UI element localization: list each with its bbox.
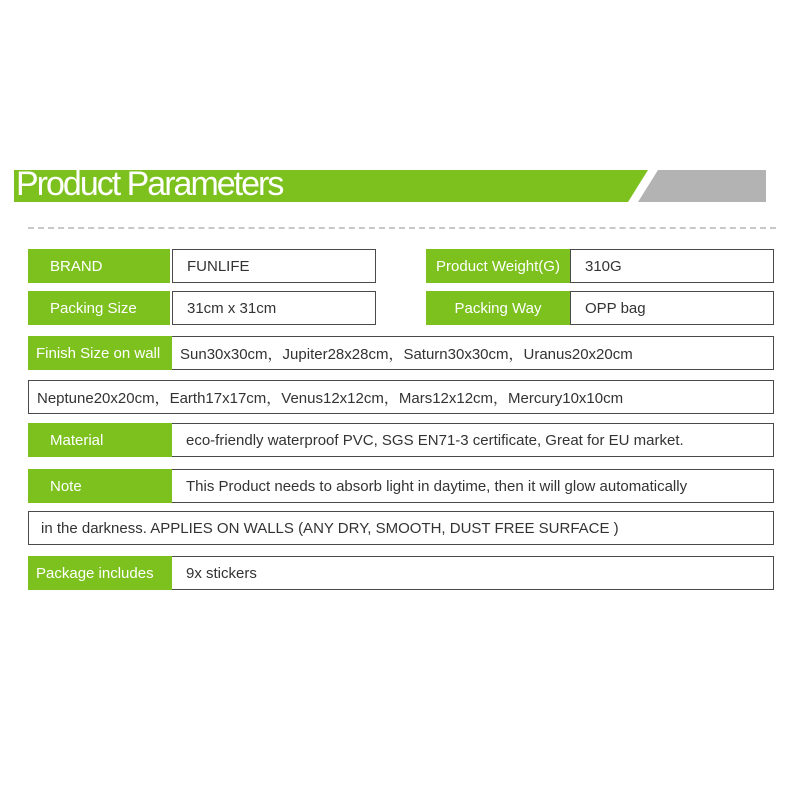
- section-header: [14, 165, 766, 203]
- brand-label: BRAND: [28, 249, 170, 283]
- packing-size-label: Packing Size: [28, 291, 170, 325]
- finish-size-value-line1: Sun30x30cm，Jupiter28x28cm，Saturn30x30cm，Uranus20x20cm: [172, 336, 774, 370]
- note-value-line1: This Product needs to absorb light in daytime, then it will glow automatically: [172, 469, 774, 503]
- weight-value: 310G: [570, 249, 774, 283]
- packing-way-value: OPP bag: [570, 291, 774, 325]
- packing-size-value: 31cm x 31cm: [172, 291, 376, 325]
- material-value: eco-friendly waterproof PVC, SGS EN71-3 certificate, Great for EU market.: [172, 423, 774, 457]
- packing-way-label: Packing Way: [426, 291, 570, 325]
- finish-size-label: Finish Size on wall: [28, 336, 172, 370]
- note-label: Note: [28, 469, 172, 503]
- package-label: Package includes: [28, 556, 172, 590]
- dashed-divider: [28, 227, 776, 229]
- weight-label: Product Weight(G): [426, 249, 570, 283]
- material-label: Material: [28, 423, 172, 457]
- package-value: 9x stickers: [172, 556, 774, 590]
- page-title: Product Parameters: [16, 165, 283, 203]
- finish-size-value-line2: Neptune20x20cm，Earth17x17cm，Venus12x12cm，Mars12x12cm，Mercury10x10cm: [28, 380, 774, 414]
- note-value-line2: in the darkness. APPLIES ON WALLS (ANY DRY, SMOOTH, DUST FREE SURFACE ): [28, 511, 774, 545]
- brand-value: FUNLIFE: [172, 249, 376, 283]
